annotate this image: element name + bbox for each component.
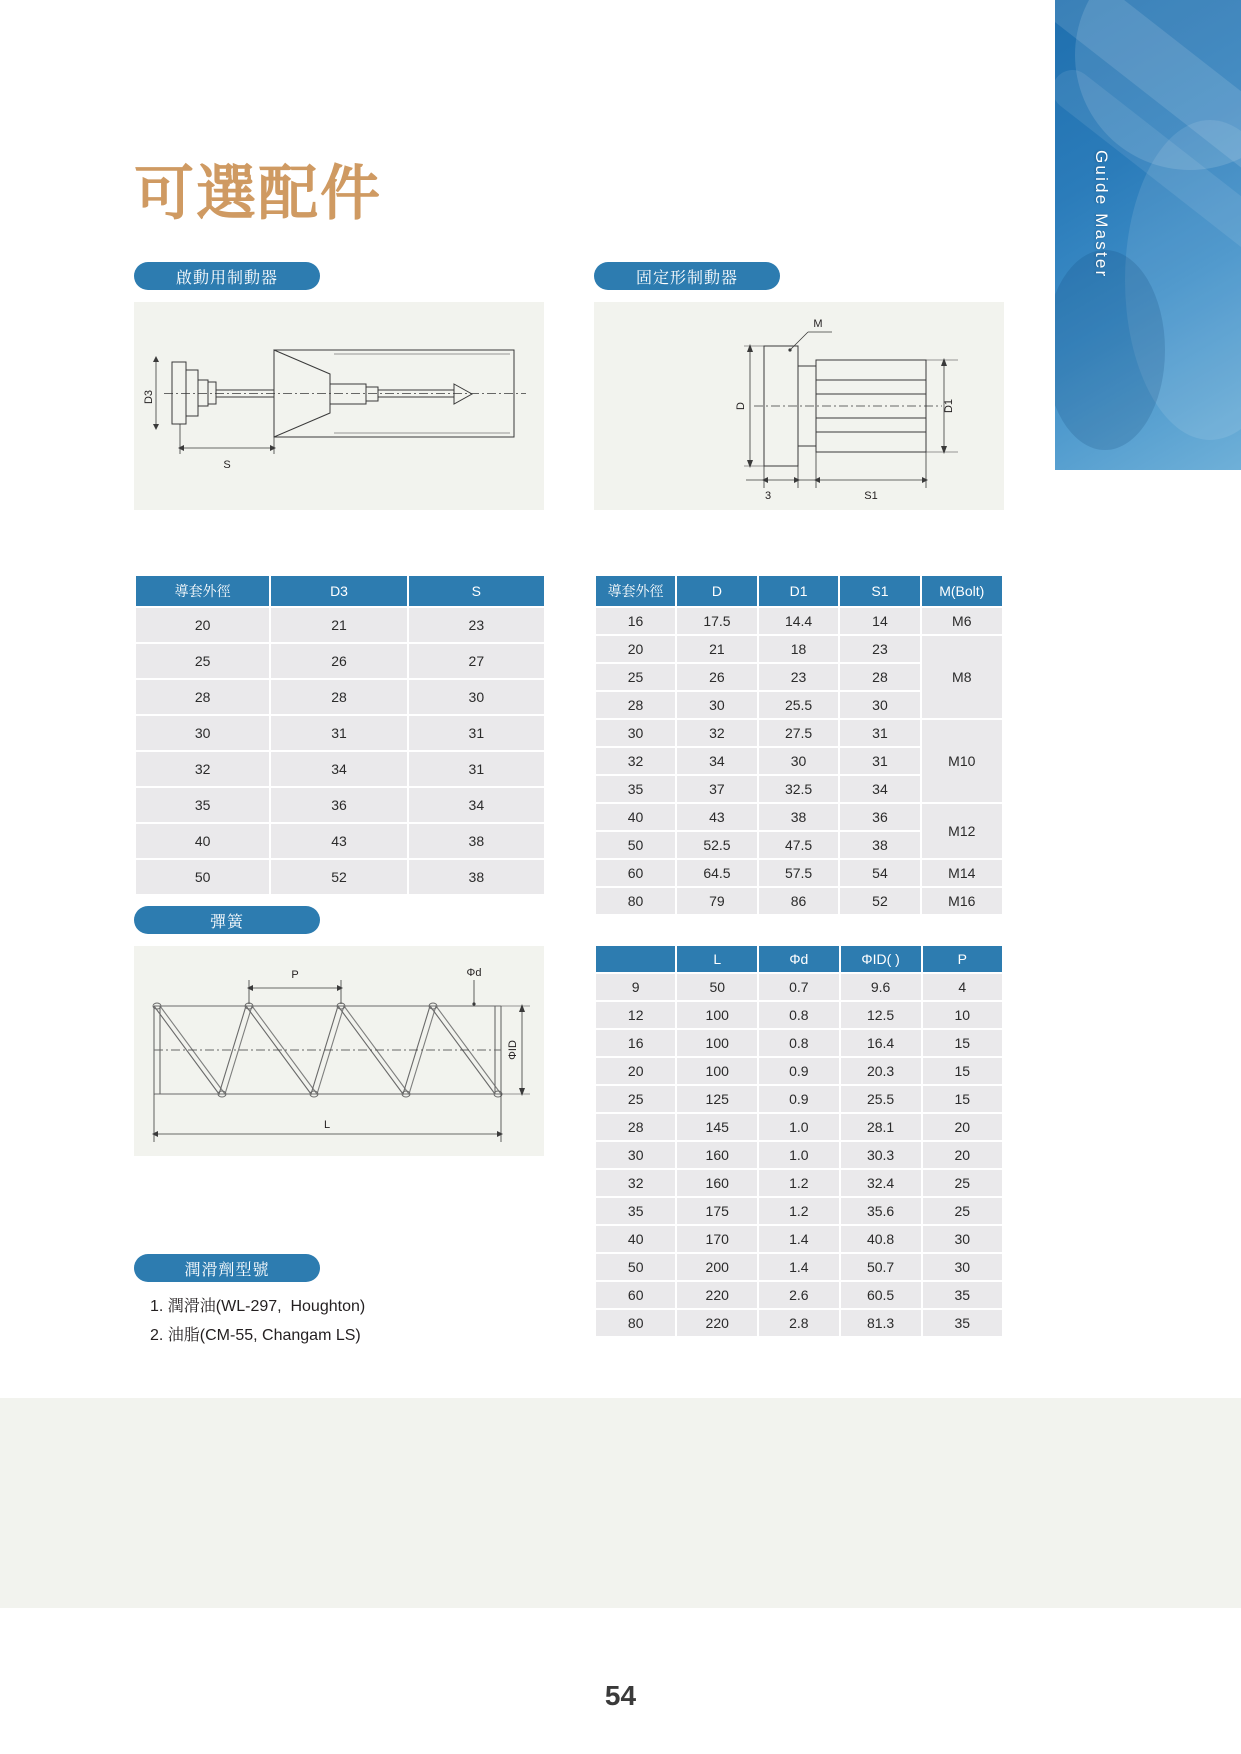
table-cell: 34 [840, 776, 919, 802]
table-cell: 25 [596, 664, 675, 690]
table-cell: 30 [596, 720, 675, 746]
table-cell: 36 [840, 804, 919, 830]
dim-label-s: S [223, 459, 231, 471]
table-row [596, 974, 1002, 1000]
table-row [596, 1086, 1002, 1112]
table-brake-start [134, 574, 546, 896]
table-cell: 57.5 [759, 860, 839, 886]
table-cell: 28 [596, 692, 675, 718]
section-header-lubricant: 潤滑劑型號 [134, 1254, 320, 1282]
table-cell: 54 [840, 860, 919, 886]
table-cell: 0.9 [759, 1086, 839, 1112]
table-cell: 64.5 [677, 860, 757, 886]
table-cell: 35.6 [841, 1198, 921, 1224]
table-cell: 31 [409, 752, 544, 786]
column-header-P: P [923, 946, 1002, 972]
column-header-S1: S1 [840, 576, 919, 606]
table-cell: 43 [677, 804, 757, 830]
table-brake-fixed [594, 574, 1004, 916]
page-number: 54 [604, 1680, 637, 1711]
table-cell: 31 [271, 716, 406, 750]
column-header-ΦID( ): ΦID( ) [841, 946, 921, 972]
table-cell: 12.5 [841, 1002, 921, 1028]
drawing-spring [134, 946, 544, 1156]
table-cell: 1.2 [759, 1170, 839, 1196]
table-cell: 26 [271, 644, 406, 678]
table-cell: 1.4 [759, 1226, 839, 1252]
dim-label-s1: S1 [864, 490, 878, 502]
table-cell: 0.8 [759, 1030, 839, 1056]
table-cell: 20.3 [841, 1058, 921, 1084]
section-header-spring: 彈簧 [134, 906, 320, 934]
drawing-brake-start [134, 302, 544, 510]
dim-label-d1: D1 [943, 398, 955, 414]
footer-band [0, 1398, 1241, 1608]
table-cell: 86 [759, 888, 839, 914]
table-cell: 43 [271, 824, 406, 858]
table-row [136, 608, 544, 642]
table-cell: 9 [596, 974, 675, 1000]
table-cell: 81.3 [841, 1310, 921, 1336]
table-cell: 28 [596, 1114, 675, 1140]
table-cell: 23 [759, 664, 839, 690]
table-cell: 32.4 [841, 1170, 921, 1196]
table-cell: 21 [677, 636, 757, 662]
table-row [596, 1170, 1002, 1196]
table-cell: 52 [840, 888, 919, 914]
table-row [596, 888, 1002, 914]
table-cell: 10 [923, 1002, 1002, 1028]
table-cell: 160 [677, 1170, 757, 1196]
table-row [136, 680, 544, 714]
table-header-row [596, 946, 1002, 972]
table-cell: 23 [409, 608, 544, 642]
table-cell: 30 [677, 692, 757, 718]
table-row [596, 1254, 1002, 1280]
table-cell: 0.7 [759, 974, 839, 1000]
table-row [596, 1142, 1002, 1168]
table-row [596, 1282, 1002, 1308]
table-cell: 20 [923, 1114, 1002, 1140]
table-cell: 52 [271, 860, 406, 894]
side-tab [1055, 0, 1241, 470]
table-cell-bolt: M10 [922, 720, 1002, 802]
table-cell: 34 [409, 788, 544, 822]
table-cell-bolt: M12 [922, 804, 1002, 858]
table-cell: 38 [409, 824, 544, 858]
table-cell: 32 [596, 1170, 675, 1196]
table-cell: 16 [596, 1030, 675, 1056]
table-cell: 25 [596, 1086, 675, 1112]
table-row [596, 860, 1002, 886]
table-cell: 100 [677, 1002, 757, 1028]
table-header-row [136, 576, 544, 606]
table-cell: 79 [677, 888, 757, 914]
table-cell: 20 [923, 1142, 1002, 1168]
dim-label-l: L [323, 1119, 331, 1131]
table-cell: 26 [677, 664, 757, 690]
side-tab-label: Guide Master [1092, 150, 1111, 279]
table-cell: 100 [677, 1030, 757, 1056]
lubricant-item: 2. 油脂(CM-55, Changam LS) [150, 1327, 361, 1344]
lubricant-list [150, 1292, 365, 1350]
dim-label-p: P [291, 969, 299, 981]
table-cell: 9.6 [841, 974, 921, 1000]
table-cell: 28 [840, 664, 919, 690]
table-cell: 50 [677, 974, 757, 1000]
table-cell: 60 [596, 1282, 675, 1308]
table-cell: 52.5 [677, 832, 757, 858]
table-cell: 30 [596, 1142, 675, 1168]
table-cell: 32.5 [759, 776, 839, 802]
drawing-brake-fixed [594, 302, 1004, 510]
table-cell: 21 [271, 608, 406, 642]
table-cell: 25.5 [841, 1086, 921, 1112]
table-cell: 1.0 [759, 1114, 839, 1140]
section-header-brake-start: 啟動用制動器 [134, 262, 320, 290]
table-cell: 80 [596, 888, 675, 914]
table-row [596, 804, 1002, 830]
table-cell: 34 [271, 752, 406, 786]
table-cell-bolt: M8 [922, 636, 1002, 718]
table-cell: 16 [596, 608, 675, 634]
column-header-Φd: Φd [759, 946, 839, 972]
table-cell: 25 [923, 1170, 1002, 1196]
table-cell: 32 [136, 752, 269, 786]
column-header-S: S [409, 576, 544, 606]
table-row [596, 1002, 1002, 1028]
table-spring [594, 944, 1004, 1338]
table-cell: 35 [923, 1282, 1002, 1308]
table-cell: 160 [677, 1142, 757, 1168]
column-header-L: L [677, 946, 757, 972]
table-cell: 30 [136, 716, 269, 750]
table-cell: 25 [136, 644, 269, 678]
table-cell: 1.2 [759, 1198, 839, 1224]
table-cell: 38 [409, 860, 544, 894]
table-cell: 38 [759, 804, 839, 830]
table-cell: 30 [923, 1254, 1002, 1280]
table-cell: 14.4 [759, 608, 839, 634]
table-cell: 38 [840, 832, 919, 858]
table-cell: 35 [596, 1198, 675, 1224]
table-cell: 0.9 [759, 1058, 839, 1084]
table-cell: 47.5 [759, 832, 839, 858]
table-cell: 15 [923, 1058, 1002, 1084]
table-row [596, 1058, 1002, 1084]
table-cell: 30 [840, 692, 919, 718]
table-cell: 28 [136, 680, 269, 714]
table-cell-bolt: M6 [922, 608, 1002, 634]
table-cell: 23 [840, 636, 919, 662]
table-cell: 50.7 [841, 1254, 921, 1280]
lubricant-item: 1. 潤滑油(WL-297, Houghton) [150, 1298, 366, 1315]
table-row [596, 1198, 1002, 1224]
table-cell: 25.5 [759, 692, 839, 718]
column-header-D1: D1 [759, 576, 839, 606]
table-row [596, 1310, 1002, 1336]
table-cell: 0.8 [759, 1002, 839, 1028]
table-cell-bolt: M14 [922, 860, 1002, 886]
table-cell: 36 [271, 788, 406, 822]
table-cell: 14 [840, 608, 919, 634]
table-row [136, 644, 544, 678]
column-header-導套外徑: 導套外徑 [136, 576, 269, 606]
table-cell: 60 [596, 860, 675, 886]
table-cell: 200 [677, 1254, 757, 1280]
table-row [596, 720, 1002, 746]
dim-label-phi-id: ΦID [507, 1040, 519, 1060]
table-cell: 170 [677, 1226, 757, 1252]
dim-label-d3: D3 [143, 389, 155, 405]
table-cell: 18 [759, 636, 839, 662]
table-cell: 28.1 [841, 1114, 921, 1140]
table-row [596, 608, 1002, 634]
table-cell: 100 [677, 1058, 757, 1084]
table-cell: 40 [596, 1226, 675, 1252]
table-cell: 4 [923, 974, 1002, 1000]
table-cell: 27.5 [759, 720, 839, 746]
table-cell: 32 [596, 748, 675, 774]
table-cell: 30.3 [841, 1142, 921, 1168]
column-header-D: D [677, 576, 757, 606]
column-header-導套外徑: 導套外徑 [596, 576, 675, 606]
table-cell: 25 [923, 1198, 1002, 1224]
table-row [136, 716, 544, 750]
table-row [596, 636, 1002, 662]
table-cell: 1.0 [759, 1142, 839, 1168]
table-cell: 40 [136, 824, 269, 858]
table-cell: 40.8 [841, 1226, 921, 1252]
table-row [136, 824, 544, 858]
table-cell: 32 [677, 720, 757, 746]
table-cell: 1.4 [759, 1254, 839, 1280]
section-header-brake-fixed: 固定形制動器 [594, 262, 780, 290]
table-cell: 175 [677, 1198, 757, 1224]
table-cell: 12 [596, 1002, 675, 1028]
table-row [136, 752, 544, 786]
table-cell: 60.5 [841, 1282, 921, 1308]
table-row [596, 1030, 1002, 1056]
table-cell: 31 [409, 716, 544, 750]
table-cell: 2.8 [759, 1310, 839, 1336]
table-cell: 40 [596, 804, 675, 830]
table-cell: 20 [596, 1058, 675, 1084]
table-cell: 31 [840, 720, 919, 746]
table-row [596, 1114, 1002, 1140]
table-cell: 35 [923, 1310, 1002, 1336]
table-cell: 35 [596, 776, 675, 802]
table-row [136, 788, 544, 822]
table-cell: 145 [677, 1114, 757, 1140]
table-cell: 220 [677, 1282, 757, 1308]
column-header-M(Bolt): M(Bolt) [922, 576, 1002, 606]
table-cell: 2.6 [759, 1282, 839, 1308]
table-cell: 50 [596, 832, 675, 858]
dim-label-m: M [813, 318, 823, 330]
table-cell: 31 [840, 748, 919, 774]
column-header-D3: D3 [271, 576, 406, 606]
table-cell: 30 [923, 1226, 1002, 1252]
table-row [596, 1226, 1002, 1252]
table-cell: 220 [677, 1310, 757, 1336]
table-cell: 35 [136, 788, 269, 822]
table-cell: 27 [409, 644, 544, 678]
dim-label-d: D [735, 402, 747, 410]
table-header-row [596, 576, 1002, 606]
table-row [136, 860, 544, 894]
table-cell: 20 [596, 636, 675, 662]
table-cell: 125 [677, 1086, 757, 1112]
table-cell: 16.4 [841, 1030, 921, 1056]
table-cell: 15 [923, 1030, 1002, 1056]
table-cell: 17.5 [677, 608, 757, 634]
column-header-blank [596, 946, 675, 972]
table-cell: 34 [677, 748, 757, 774]
table-cell: 50 [136, 860, 269, 894]
table-cell: 28 [271, 680, 406, 714]
dim-label-phi-d: Φd [466, 967, 482, 979]
dim-label-3: 3 [764, 490, 772, 502]
table-cell: 15 [923, 1086, 1002, 1112]
table-cell: 50 [596, 1254, 675, 1280]
table-cell: 37 [677, 776, 757, 802]
table-cell: 20 [136, 608, 269, 642]
table-cell: 30 [409, 680, 544, 714]
page-title: 可選配件 [134, 159, 382, 229]
table-cell: 30 [759, 748, 839, 774]
table-cell-bolt: M16 [922, 888, 1002, 914]
table-cell: 80 [596, 1310, 675, 1336]
